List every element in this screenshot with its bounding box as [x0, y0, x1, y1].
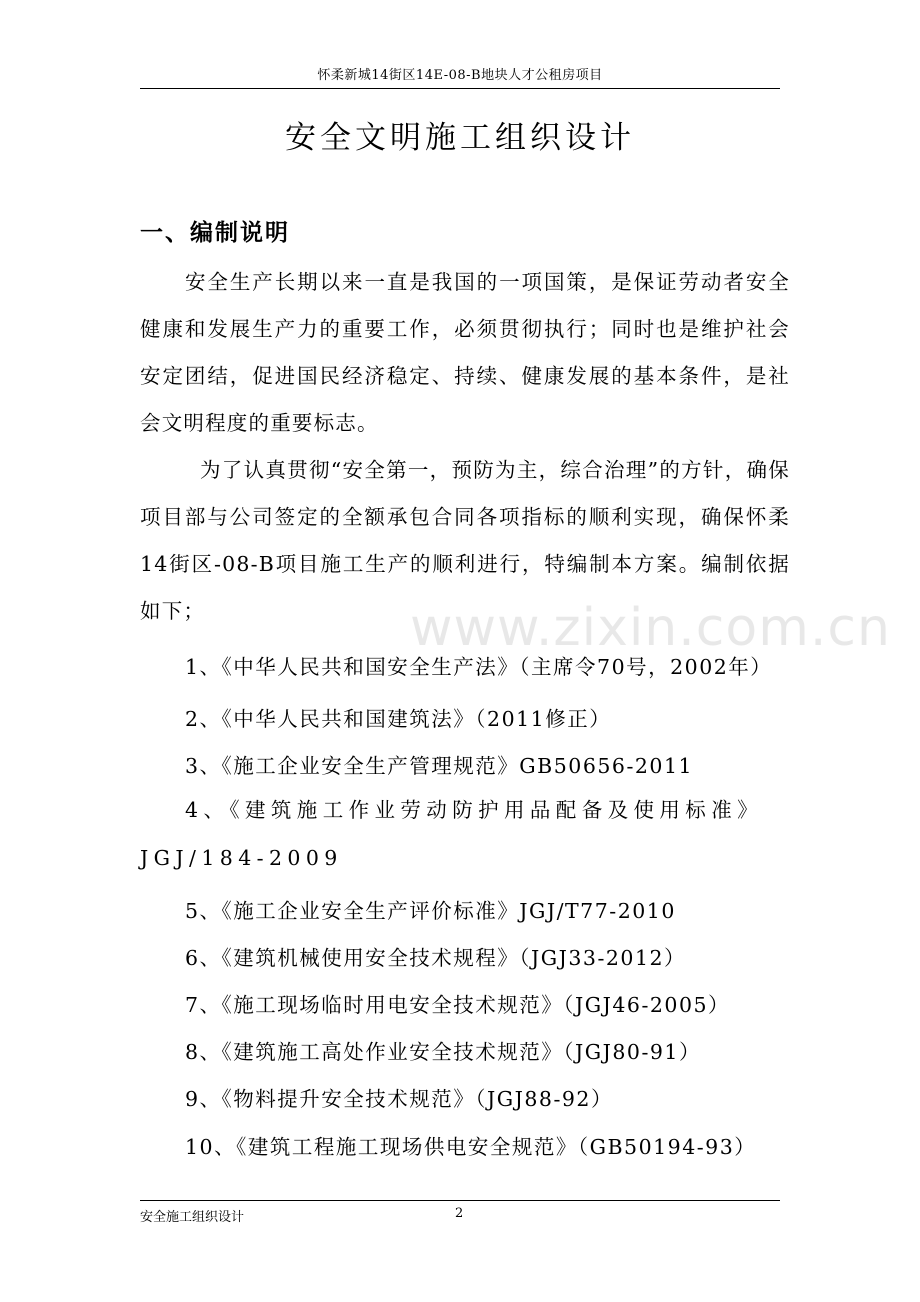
header-divider: [140, 88, 780, 89]
page-number: 2: [455, 1206, 464, 1221]
section-heading: 一、编制说明: [140, 220, 290, 246]
reference-item-3: 3、《施工企业安全生产管理规范》GB50656-2011: [185, 754, 694, 778]
reference-item-8: 8、《建筑施工高处作业安全技术规范》（JGJ80-91）: [185, 1040, 701, 1064]
footer-document-name: 安全施工组织设计: [140, 1210, 245, 1225]
footer-divider: [140, 1200, 780, 1201]
reference-item-2: 2、《中华人民共和国建筑法》（2011修正）: [185, 707, 612, 731]
body-paragraph-1: 安全生产长期以来一直是我国的一项国策，是保证劳动者安全健康和发展生产力的重要工作，必须贯彻执行；同时也是维护社会安定团结，促进国民经济稳定、持续、健康发展的基本条件，是社会文明程度的重要标志。: [140, 270, 790, 435]
watermark: www.zixin.com.cn: [410, 598, 891, 658]
reference-item-1: 1、《中华人民共和国安全生产法》（主席令70号，2002年）: [185, 655, 773, 679]
running-header: 怀柔新城14街区14E-08-B地块人才公租房项目: [317, 68, 603, 83]
reference-item-9: 9、《物料提升安全技术规范》（JGJ88-92）: [185, 1087, 613, 1111]
body-paragraph-2: 为了认真贯彻“安全第一，预防为主，综合治理”的方针，确保项目部与公司签定的全额承包合同各项指标的顺利实现，确保怀柔14街区-08-B项目施工生产的顺利进行，特编制本方案。编制依据如下；: [140, 458, 790, 623]
reference-item-4: 4、《建筑施工作业劳动防护用品配备及使用标准》JGJ/184-2009: [140, 798, 763, 870]
document-title: 安全文明施工组织设计: [285, 120, 635, 156]
reference-item-6: 6、《建筑机械使用安全技术规程》（JGJ33-2012）: [185, 946, 687, 970]
reference-item-5: 5、《施工企业安全生产评价标准》JGJ/T77-2010: [185, 899, 676, 923]
reference-item-10: 10、《建筑工程施工现场供电安全规范》（GB50194-93）: [185, 1135, 757, 1159]
reference-item-7: 7、《施工现场临时用电安全技术规范》（JGJ46-2005）: [185, 993, 731, 1017]
